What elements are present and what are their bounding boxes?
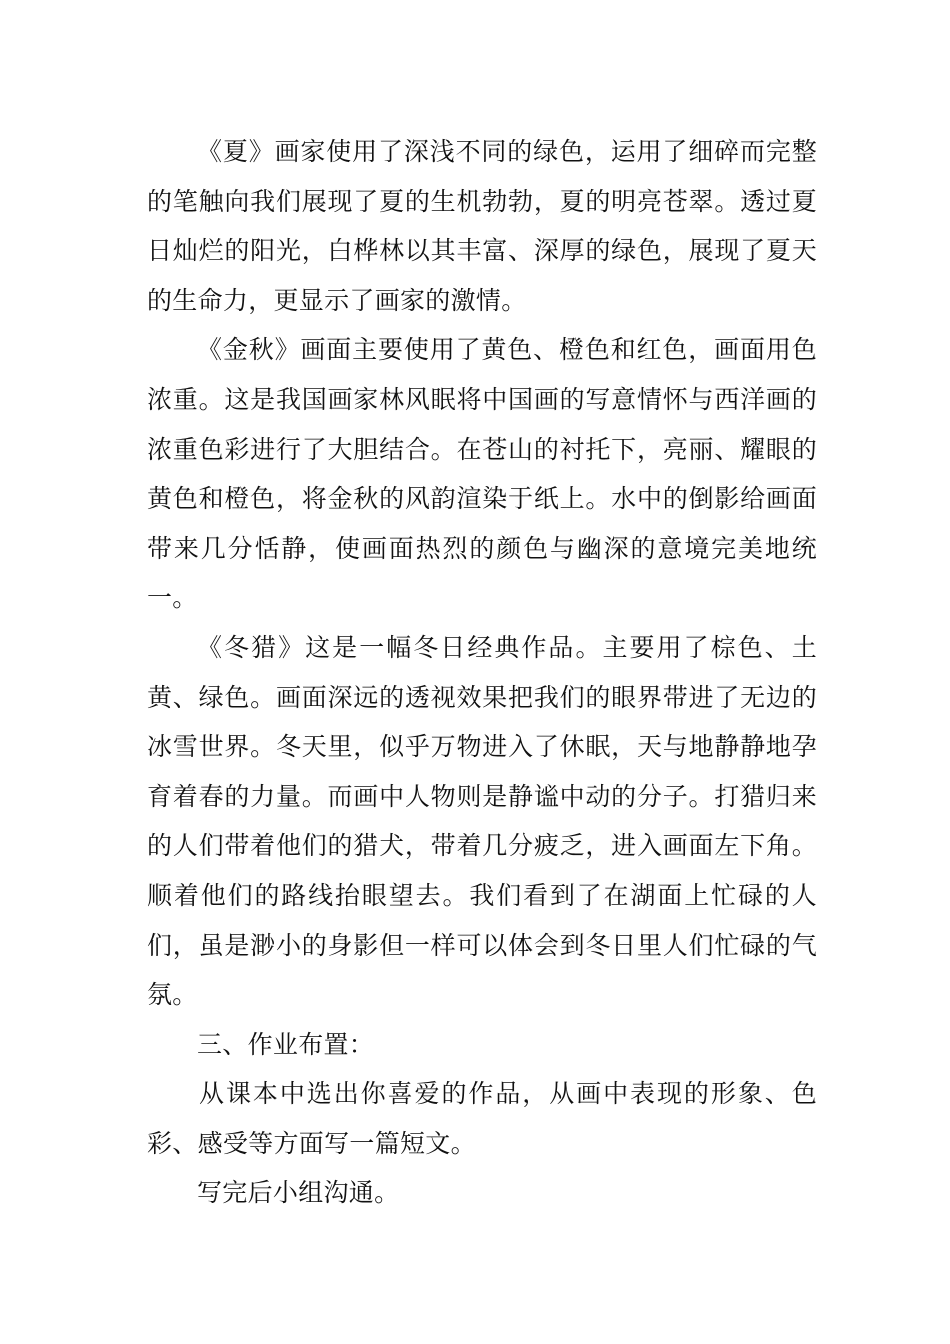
paragraph-winter: 《冬猎》这是一幅冬日经典作品。主要用了棕色、土黄、绿色。画面深远的透视效果把我们的眼界带进了无边的冰雪世界。冬天里，似乎万物进入了休眠，天与地静静地孕育着春的力量。而画中人物则是静谧中动的分子。打猎归来的人们带着他们的猎犬，带着几分疲乏，进入画面左下角。顺着他们的路线抬眼望去。我们看到了在湖面上忙碌的人们，虽是渺小的身影但一样可以体会到冬日里人们忙碌的气氛。 bbox=[147, 632, 817, 1010]
homework-heading: 三、作业布置： bbox=[197, 1029, 375, 1059]
paragraph-autumn: 《金秋》画面主要使用了黄色、橙色和红色，画面用色浓重。这是我国画家林风眠将中国画的写意情怀与西洋画的浓重色彩进行了大胆结合。在苍山的衬托下，亮丽、耀眼的黄色和橙色，将金秋的风韵渲染于纸上。水中的倒影给画面带来几分恬静，使画面热烈的颜色与幽深的意境完美地统一。 bbox=[147, 335, 817, 613]
homework-task: 从课本中选出你喜爱的作品，从画中表现的形象、色彩、感受等方面写一篇短文。 bbox=[147, 1079, 817, 1158]
paragraph-summer: 《夏》画家使用了深浅不同的绿色，运用了细碎而完整的笔触向我们展现了夏的生机勃勃，夏的明亮苍翠。透过夏日灿烂的阳光，白桦林以其丰富、深厚的绿色，展现了夏天的生命力，更显示了画家的激情。 bbox=[147, 137, 817, 315]
homework-followup: 写完后小组沟通。 bbox=[197, 1178, 400, 1208]
document-body bbox=[147, 127, 817, 1218]
